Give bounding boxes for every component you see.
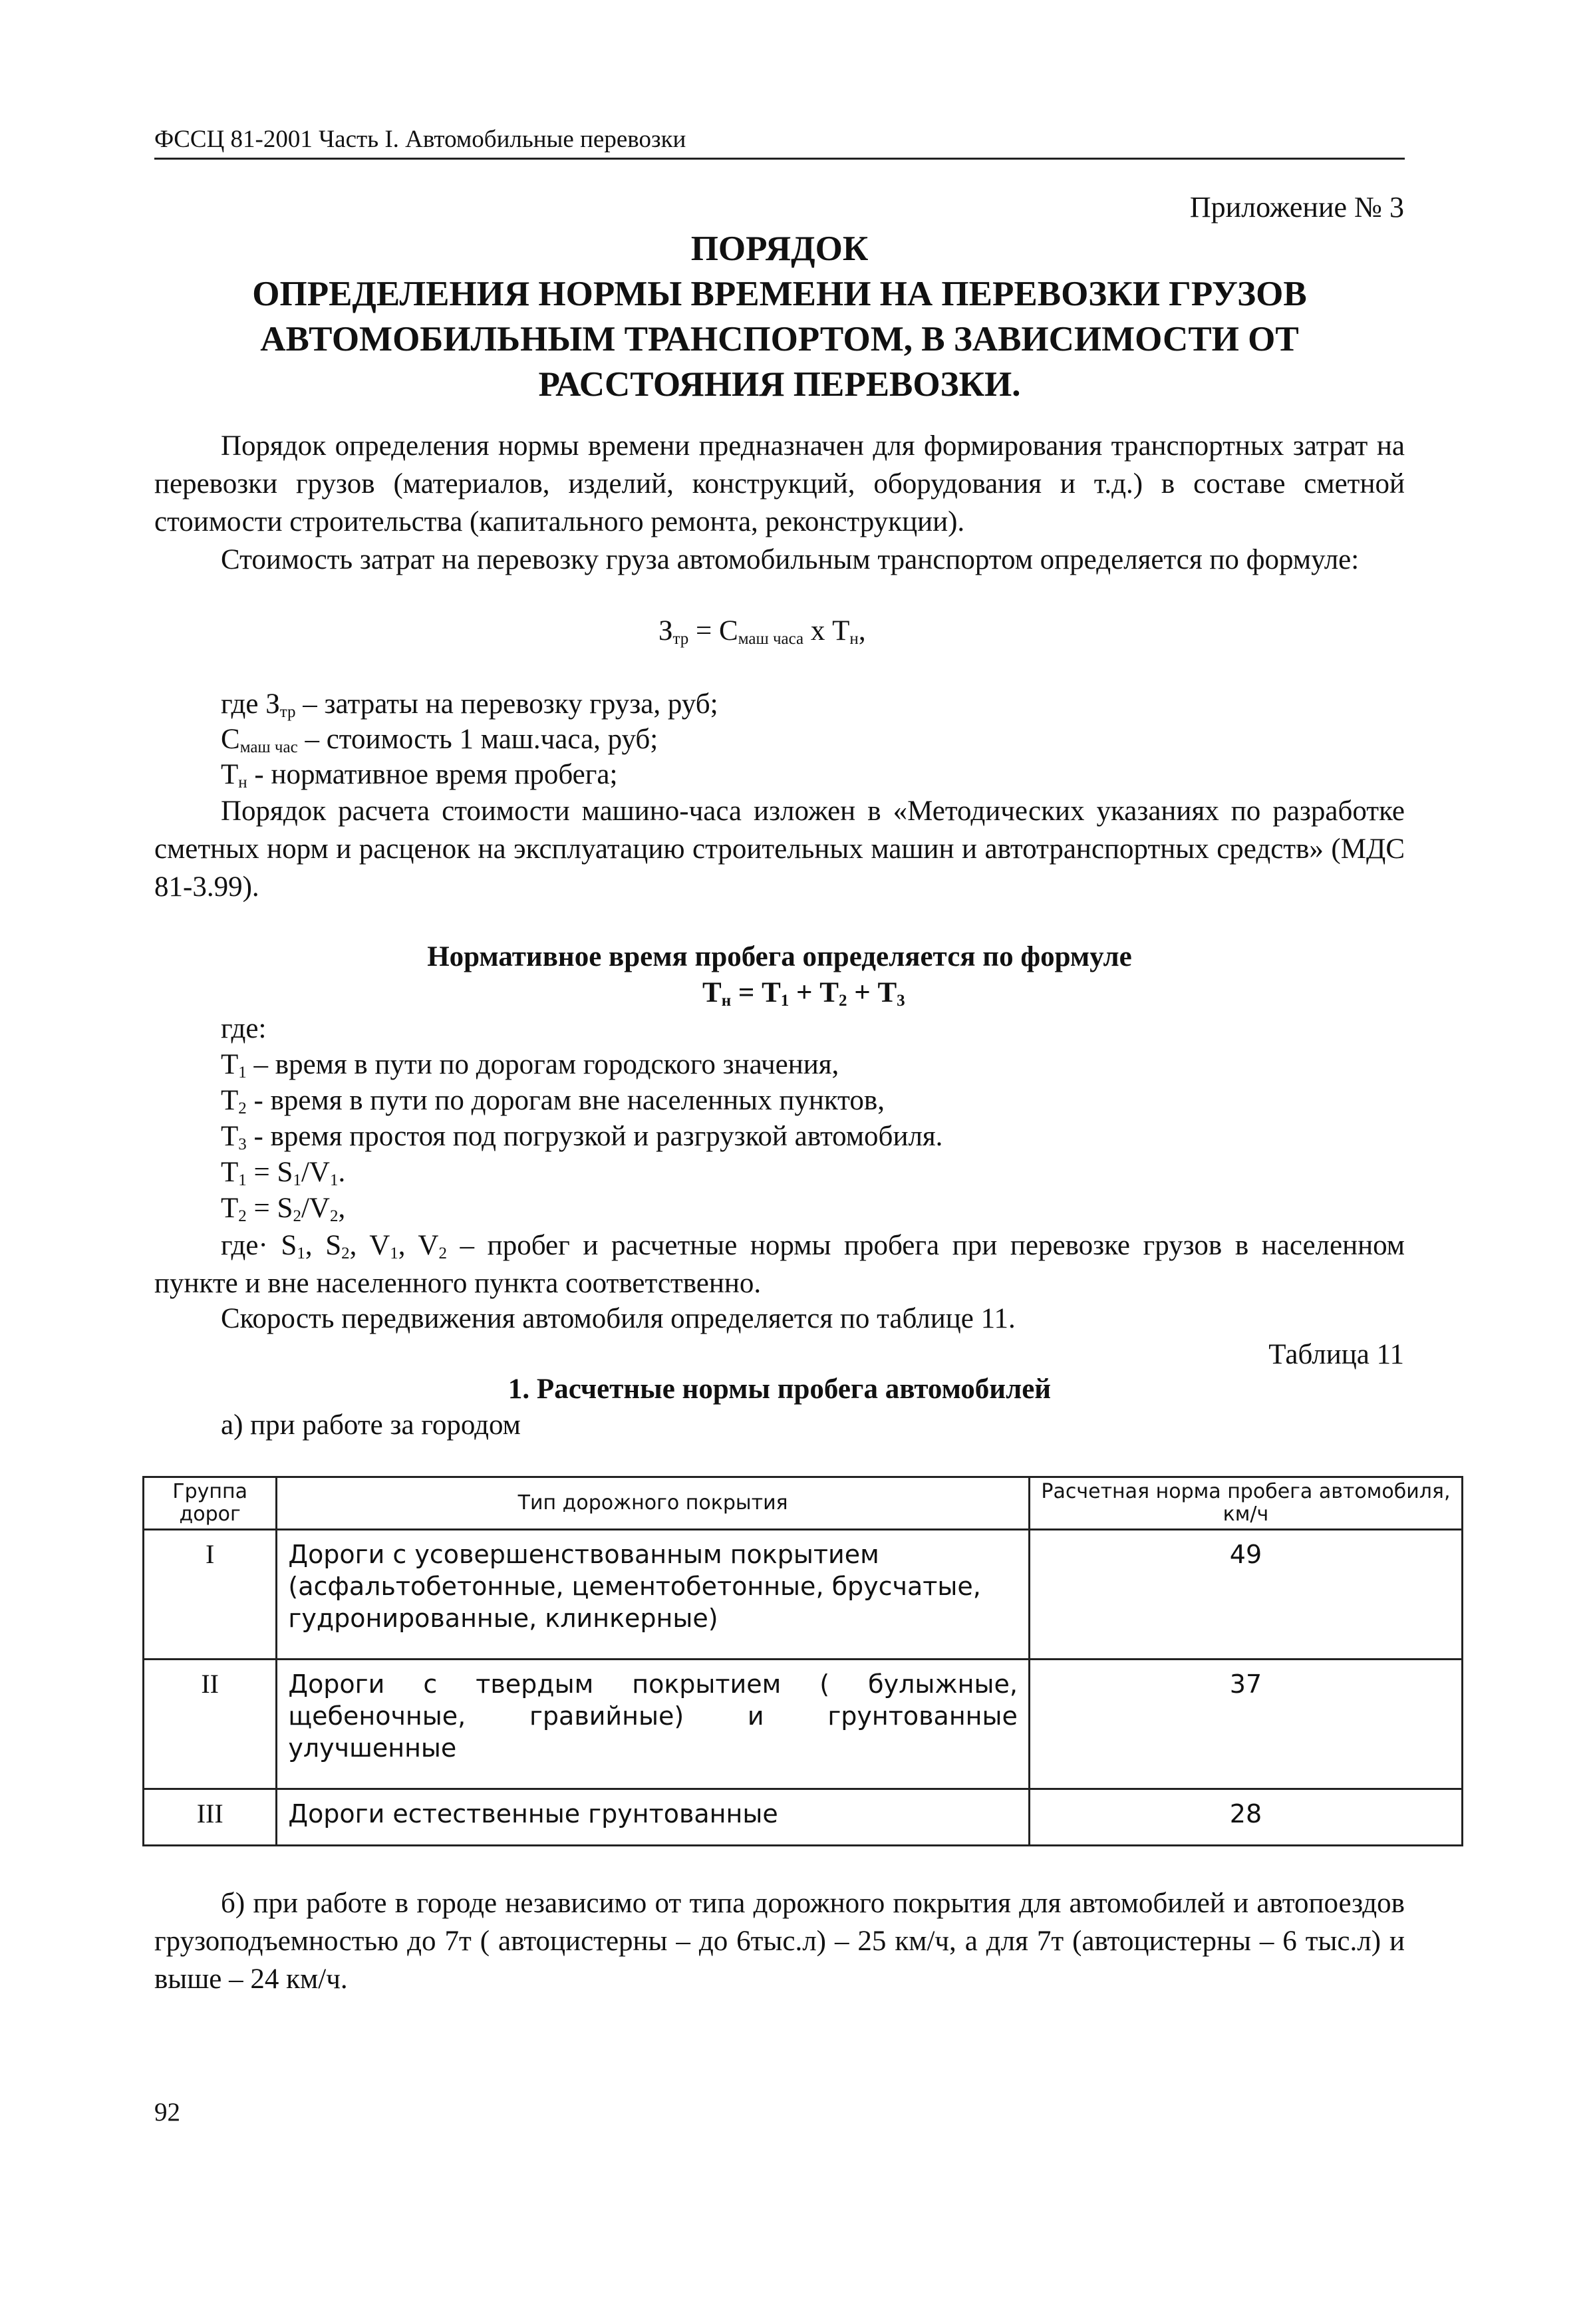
title-line-4: РАССТОЯНИЯ ПЕРЕВОЗКИ. <box>538 365 1021 404</box>
cost-formula <box>658 613 866 649</box>
def-tn-symbol: Т <box>221 759 239 790</box>
def-tn-sub: н <box>238 774 247 792</box>
e1-s2: 1 <box>293 1171 301 1189</box>
header-speed: Расчетная норма пробега автомобиля, км/ч <box>1029 1477 1462 1530</box>
formula-t-sub: н <box>849 630 859 648</box>
note-b: , S <box>305 1230 342 1261</box>
e2-d: , <box>338 1193 346 1224</box>
note-s4: 2 <box>438 1244 447 1262</box>
title-line-3: АВТОМОБИЛЬНЫМ ТРАНСПОРТОМ, В ЗАВИСИМОСТИ ОТ <box>260 320 1299 359</box>
e2-c: /V <box>301 1193 330 1224</box>
cell-speed: 28 <box>1029 1789 1462 1846</box>
note-e: – пробег и расчетные нормы пробега при перевозке грузов в населенном пункте и вне населенного пункта соответственно. <box>154 1230 1405 1299</box>
definition-cost <box>221 686 718 722</box>
f-2: 2 <box>838 992 847 1010</box>
variables-note <box>154 1227 1405 1302</box>
mileage-norms-table <box>142 1476 1463 1846</box>
f-3: 3 <box>897 992 905 1010</box>
note-s2: 2 <box>341 1244 350 1262</box>
definition-norm-time <box>221 757 617 793</box>
t3-sub: 3 <box>238 1135 247 1153</box>
title-line-1: ПОРЯДОК <box>690 229 869 268</box>
t3-definition <box>221 1119 942 1155</box>
f-plus2: + Т <box>847 977 897 1008</box>
t2-definition <box>221 1083 885 1119</box>
note-a: где· S <box>221 1230 297 1261</box>
method-paragraph: Порядок расчета стоимости машино-часа изложен в «Методических указаниях по разработке сметных норм и расценок на эксплуатацию строительных машин и автотранспортных средств» (МДС 81-3.99). <box>154 796 1405 903</box>
cell-speed: 37 <box>1029 1660 1462 1789</box>
running-header: ФССЦ 81-2001 Часть I. Автомобильные перевозки <box>154 125 1405 160</box>
header-type: Тип дорожного покрытия <box>277 1477 1030 1530</box>
def-cost-text: – затраты на перевозку груза, руб; <box>295 688 718 720</box>
e2-s3: 2 <box>329 1207 339 1225</box>
e1-s1: 1 <box>238 1171 247 1189</box>
table-title: 1. Расчетные нормы пробега автомобилей <box>507 1374 1052 1405</box>
table-label: Таблица 11 <box>1268 1339 1404 1370</box>
note-s1: 1 <box>297 1244 305 1262</box>
norm-time-formula <box>702 975 905 1011</box>
table-row <box>144 1660 1463 1789</box>
e2-a: Т <box>221 1193 239 1224</box>
header-group: Группа дорог <box>144 1477 277 1530</box>
city-speed-paragraph: б) при работе в городе независимо от типа дорожного покрытия для автомобилей и автопоездов грузоподъемностью до 7т ( автоцистерны – до 6тыс.л) – 25 км/ч, а для 7т (автоцистерны – 6 тыс.л) и выше – 24 км/ч. <box>154 1888 1405 1995</box>
e2-s2: 2 <box>293 1207 301 1225</box>
document-title <box>154 226 1405 407</box>
formula-eq: = С <box>688 615 738 647</box>
t1-sub: 1 <box>238 1064 247 1082</box>
t1-definition <box>221 1047 839 1083</box>
note-s3: 1 <box>390 1244 398 1262</box>
def-mh-symbol: С <box>221 724 240 755</box>
e2-b: = S <box>246 1193 293 1224</box>
t3-text: - время простоя под погрузкой и разгрузкой автомобиля. <box>246 1121 943 1152</box>
t1-text: – время в пути по дорогам городского значения, <box>246 1049 839 1080</box>
note-d: , V <box>398 1230 439 1261</box>
t2-symbol: Т <box>221 1085 239 1116</box>
table-row <box>144 1530 1463 1660</box>
formula-x: х Т <box>803 615 850 647</box>
def-mh-text: – стоимость 1 маш.часа, руб; <box>297 724 658 755</box>
cell-speed: 49 <box>1029 1530 1462 1660</box>
note-c: , V <box>349 1230 390 1261</box>
e2-s1: 2 <box>238 1207 247 1225</box>
intro-paragraph-1: Порядок определения нормы времени предназначен для формирования транспортных затрат на перевозки грузов (материалов, изделий, конструкций, оборудования и т.д.) в составе сметной стоимости строительства (капитального ремонта, реконструкции). <box>154 430 1405 537</box>
cell-group: III <box>144 1789 277 1846</box>
e1-a: Т <box>221 1157 239 1188</box>
e1-d: . <box>338 1157 346 1188</box>
section-heading: Нормативное время пробега определяется по формуле <box>427 941 1132 972</box>
t3-symbol: Т <box>221 1121 239 1152</box>
formula-z: З <box>658 615 673 647</box>
f-t: Т <box>702 977 722 1008</box>
t1-equation <box>221 1155 345 1191</box>
formula-z-sub: тр <box>672 630 689 648</box>
cell-group: II <box>144 1660 277 1789</box>
t2-text: - время в пути по дорогам вне населенных пунктов, <box>246 1085 885 1116</box>
table-row <box>144 1789 1463 1846</box>
def-mh-sub: маш час <box>239 738 298 756</box>
t2-sub: 2 <box>238 1099 247 1117</box>
cell-type: Дороги естественные грунтованные <box>277 1789 1030 1846</box>
def-cost-sub: тр <box>279 703 296 721</box>
speed-reference: Скорость передвижения автомобиля определяется по таблице 11. <box>221 1303 1016 1334</box>
table-subtitle: а) при работе за городом <box>221 1409 521 1441</box>
page-number: 92 <box>154 2098 180 2126</box>
intro-paragraph-2: Стоимость затрат на перевозку груза автомобильным транспортом определяется по формуле: <box>221 544 1360 575</box>
table-header-row <box>144 1477 1463 1530</box>
appendix-label: Приложение № 3 <box>1189 191 1404 223</box>
cell-group: I <box>144 1530 277 1660</box>
e1-s3: 1 <box>329 1171 339 1189</box>
f-eq: = Т <box>731 977 781 1008</box>
t1-symbol: Т <box>221 1049 239 1080</box>
cell-type: Дороги с усовершенствованным покрытием (асфальтобетонные, цементобетонные, брусчатые, гудронированные, клинкерные) <box>277 1530 1030 1660</box>
def-tn-text: - нормативное время пробега; <box>247 759 618 790</box>
t2-equation <box>221 1191 345 1227</box>
formula-c-sub: маш часа <box>738 630 804 648</box>
cell-type: Дороги с твердым покрытием ( булыжные, щебеночные, гравийные) и грунтованные улучшенные <box>277 1660 1030 1789</box>
e1-c: /V <box>301 1157 330 1188</box>
e1-b: = S <box>246 1157 293 1188</box>
formula-tail: , <box>858 615 866 647</box>
where-label: где: <box>221 1013 267 1044</box>
title-line-2: ОПРЕДЕЛЕНИЯ НОРМЫ ВРЕМЕНИ НА ПЕРЕВОЗКИ ГРУЗОВ <box>252 275 1307 313</box>
f-1: 1 <box>780 992 790 1010</box>
f-plus1: + Т <box>789 977 839 1008</box>
def-cost-symbol: где З <box>221 688 280 720</box>
f-tn: н <box>721 992 732 1010</box>
definition-machine-hour <box>221 722 658 758</box>
